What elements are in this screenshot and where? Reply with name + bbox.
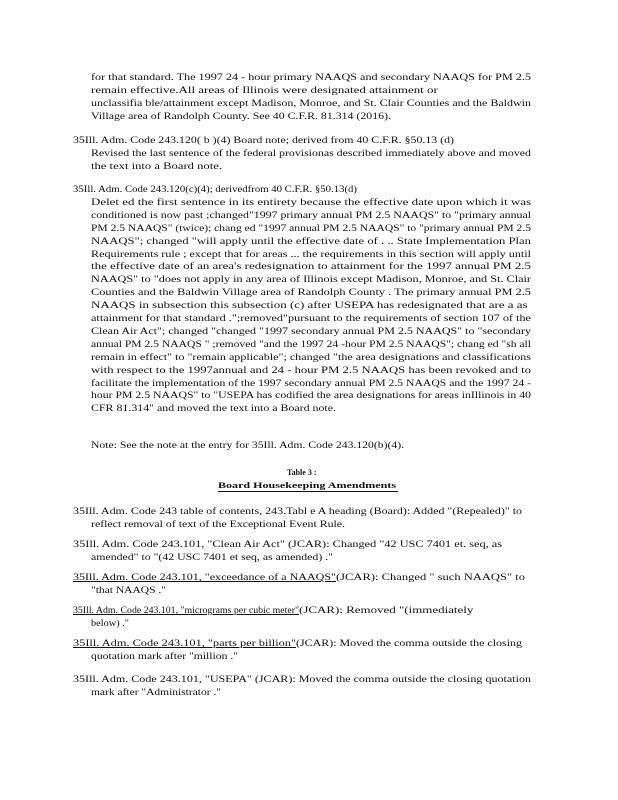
entry-text: NAAQS"; changed "will apply until the effective date of . .. State Implementation Plan [91,235,532,247]
amendment-citation: 35Ill. Adm. Code 243.101, "USEPA" (JCAR): Moved the comma outside the closing quotation [73,674,531,685]
table-title: Board Housekeeping Amendments [218,481,397,490]
entry-text: with respect to the 1997annual and 24 - hour PM 2.5 NAAQS has been revoked and to [91,364,531,376]
note-text: Note: See the note at the entry for 35Ill. Adm. Code 243.120(b)(4). [91,440,405,451]
amendment-citation: 35Ill. Adm. Code 243.101, "parts per billion" [73,638,296,649]
entry-text: Revised the last sentence of the federal provisionas described immediately above and moved [91,147,531,159]
entry-text: facilitate the implementation of the 1997 secondary annual PM 2.5 NAAQS and the 1997 24 - [91,377,531,389]
amendment-text: (JCAR): Moved the comma outside the closing [296,638,522,649]
amendment-text: below) ." [91,617,130,629]
amendment-text: amended" to "(42 USC 7401 et seq, as amended) ." [91,551,333,563]
amendment-text: mark after "Administrator ." [91,686,221,698]
table-number: Table 3 : [287,468,317,477]
entry-text: the text into a Board note. [91,160,222,172]
amendment-text: "that NAAQS ." [91,584,166,596]
amendment-text: quotation mark after "million ." [91,650,239,662]
entry-text: remain in effect" to "remain applicable"; changed "the area designations and classifications [91,351,531,363]
entry-text: annual PM 2.5 NAAQS " ;removed "and the 1997 24 -hour PM 2.5 NAAQS"; chang ed "sh all [91,338,532,350]
amendment-citation: 35Ill. Adm. Code 243.101, "Clean Air Act" (JCAR): Changed "42 USC 7401 et. seq, as [73,539,503,550]
paragraph-line: for that standard. The 1997 24 - hour primary NAAQS and secondary NAAQS for PM 2.5 [91,72,532,83]
entry-text: conditioned is now past ;changed"1997 primary annual PM 2.5 NAAQS" to "primary annual [91,209,532,221]
entry-text: PM 2.5 NAAQS" (twice); chang ed "1997 annual PM 2.5 NAAQS" to "primary annual PM 2.5 [91,222,532,234]
table-title-rule [218,491,398,492]
paragraph-line: Village area of Randolph County. See 40 C.F.R. 81.314 (2016). [91,110,391,122]
entry-text: hour PM 2.5 NAAQS" to "USEPA has codified the area designations for areas inIllinois in 40 [91,390,532,402]
entry-text: Requirements rule ; except that for areas ... the requirements in this section will apply until [91,248,531,260]
entry-text: CFR 81.314" and moved the text into a Board note. [91,403,336,415]
amendment-citation: 35Ill. Adm. Code 243 table of contents, 243.Tabl e A heading (Board): Added "(Repealed)" to [73,506,523,517]
paragraph-line: remain effective.All areas of Illinois were designated attainment or [91,84,438,96]
paragraph-line: unclassifia ble/attainment except Madison, Monroe, and St. Clair Counties and the Baldwin [91,97,532,109]
amendment-text: reflect removal of text of the Exceptional Event Rule. [91,518,346,530]
amendment-text: (JCAR): Changed " such NAAQS" to [336,572,525,583]
amendment-citation: 35Ill. Adm. Code 243.101, "exceedance of a NAAQS" [73,572,337,583]
amendment-citation: 35Ill. Adm. Code 243.101, "micrograms per cubic meter" [73,605,299,616]
entry-text: NAAQS" to "does not apply in any area of Illinois except Madison, Monroe, and St. Clair [91,274,532,286]
entry-text: attainment for that standard .";removed"pursuant to the requirements of section 107 of the [91,313,531,324]
entry-text: the effective date of an area's redesignation to attainment for the 1997 annual PM 2.5 [91,261,532,273]
entry-citation: 35Ill. Adm. Code 243.120(c)(4); derivedfrom 40 C.F.R. §50.13(d) [73,184,358,195]
entry-text: NAAQS in subsection this subsection (c) after USEPA has redesignated that are a as [91,300,528,312]
entry-text: Counties and the Baldwin Village area of Randolph County . The primary annual PM 2.5 [91,287,531,299]
entry-citation: 35Ill. Adm. Code 243.120( b )(4) Board note; derived from 40 C.F.R. §50.13 (d) [73,135,455,146]
amendment-text: (JCAR): Removed "(immediately [299,605,474,616]
entry-text: Clean Air Act"; changed "changed "1997 secondary annual PM 2.5 NAAQS" to "secondary [91,325,531,337]
entry-text: Delet ed the first sentence in its entirety because the effective date upon which it was [91,196,531,208]
